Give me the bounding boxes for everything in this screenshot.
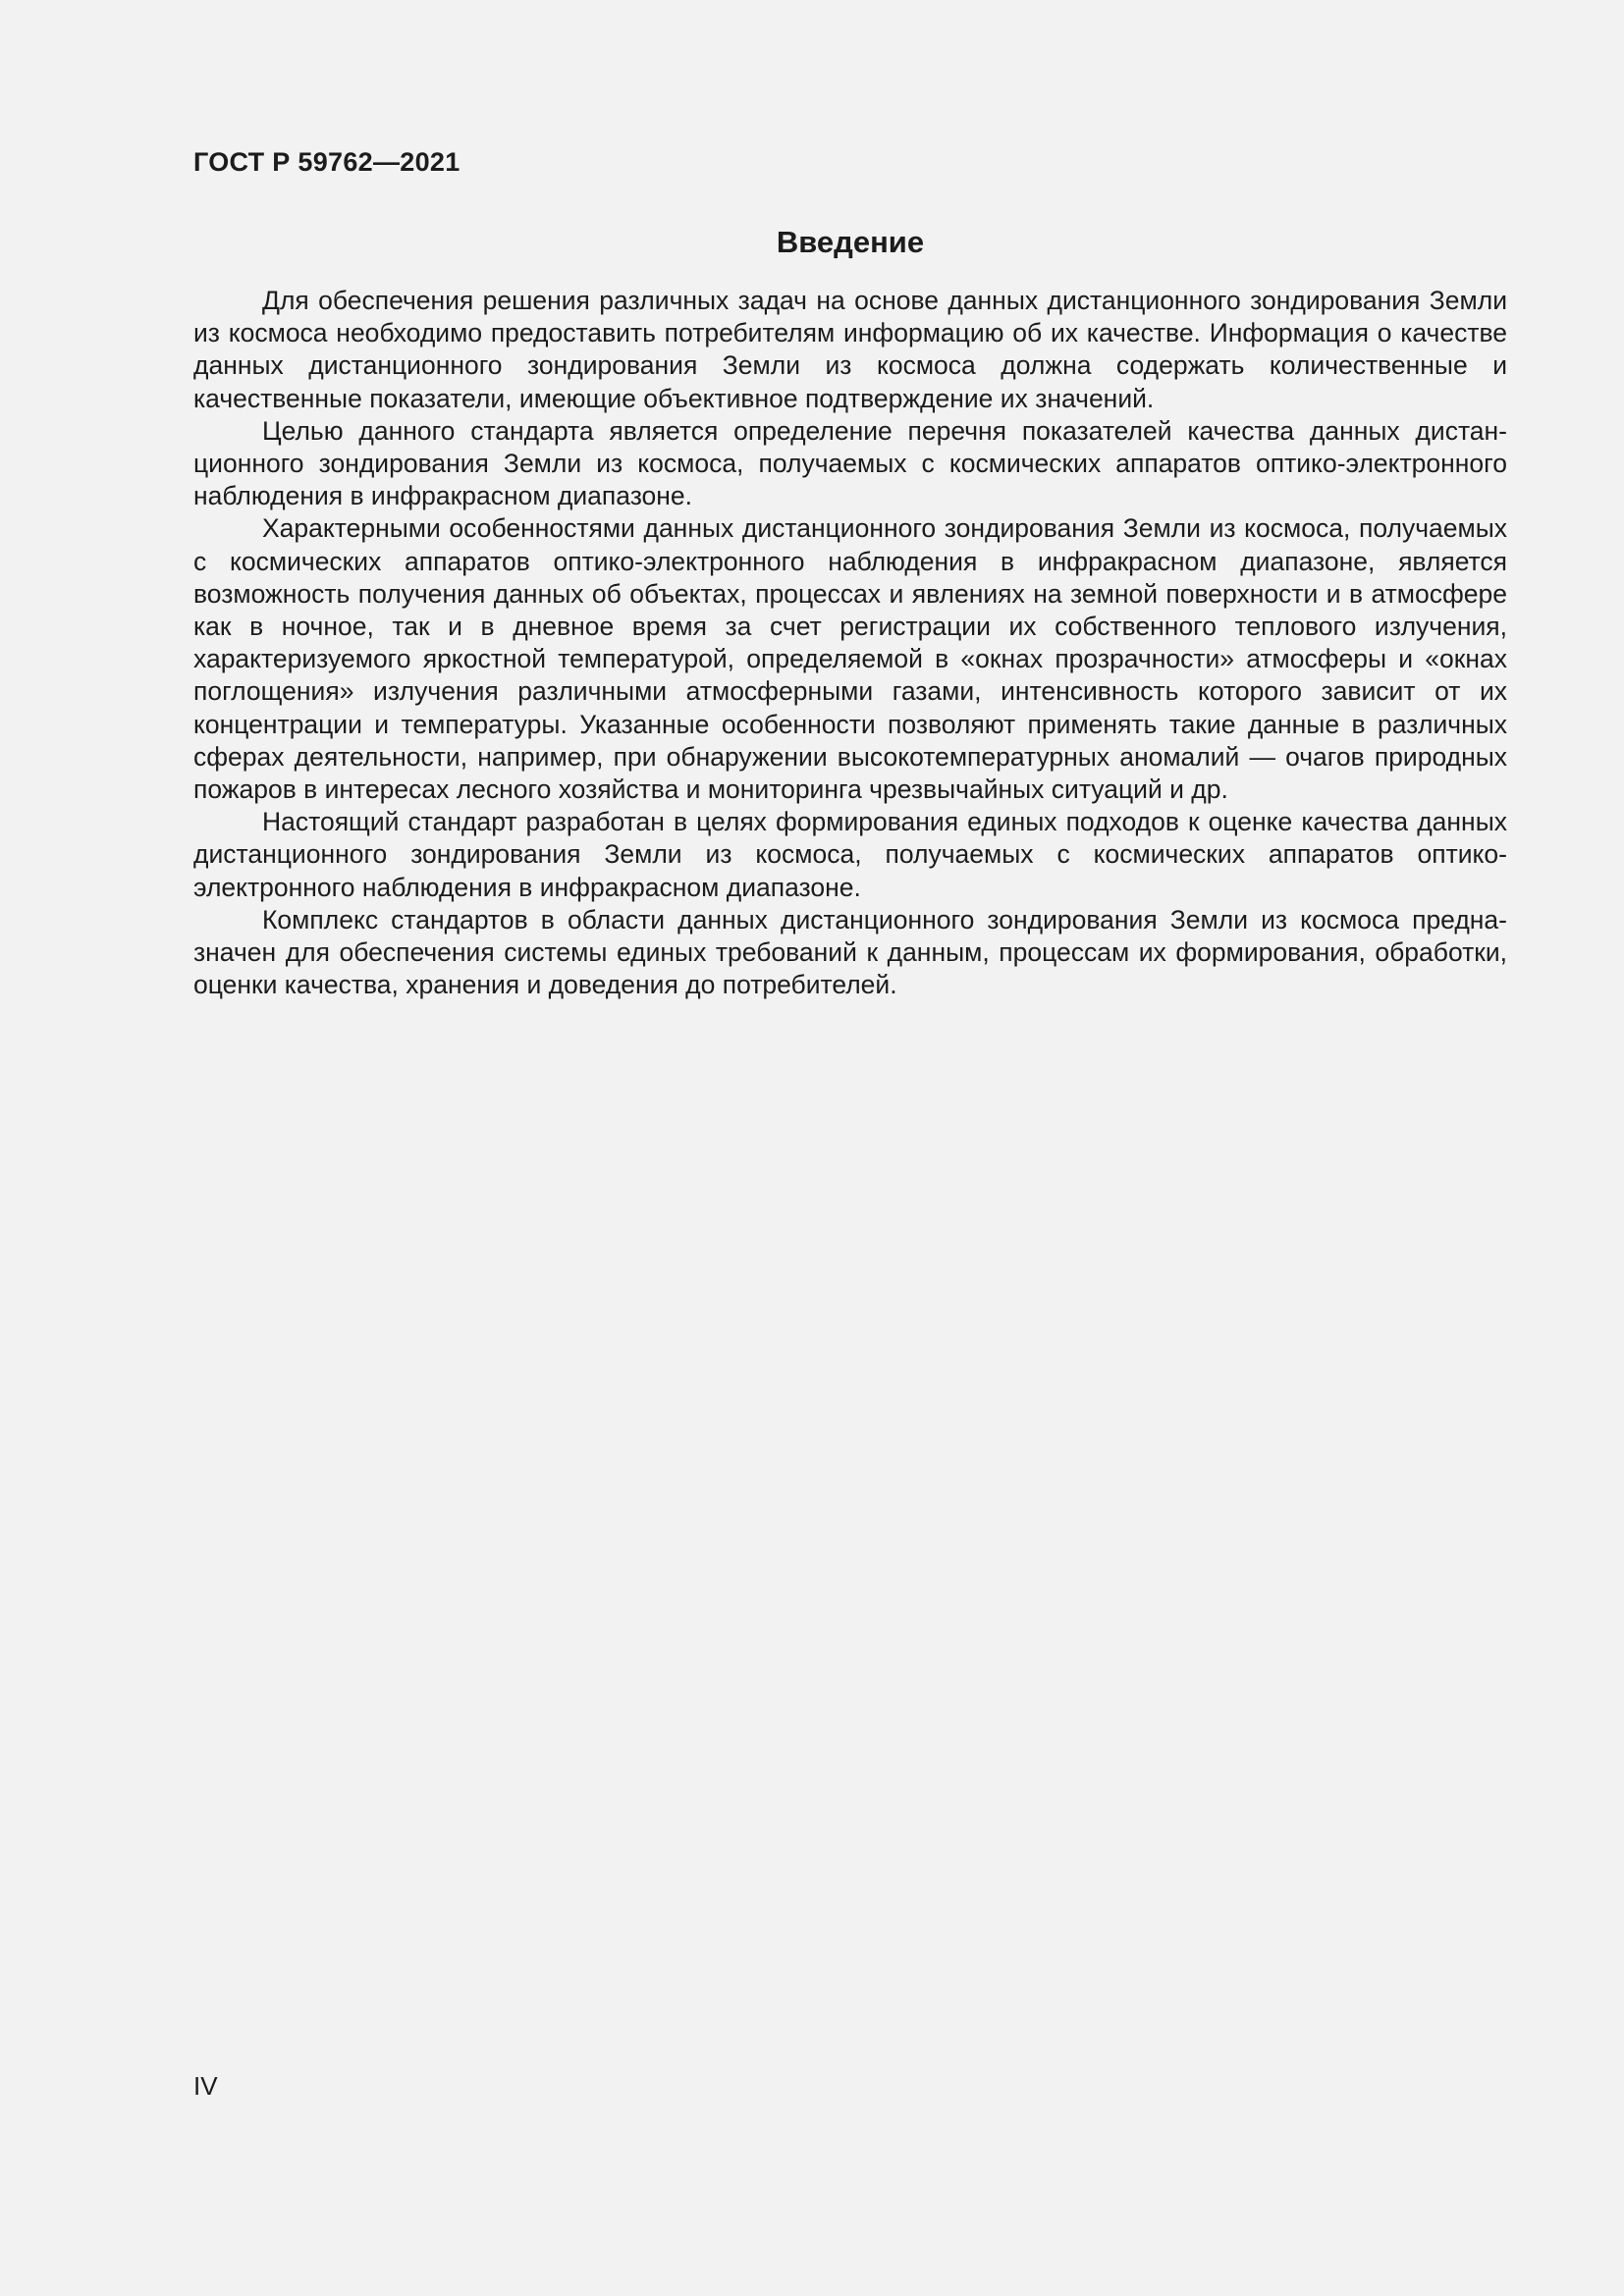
paragraph: Целью данного стандарта является определение перечня показателей качества данных дистанционного зондирования Земли из космоса, получаемых с космических аппаратов оптико-электронного наблюдения в инфракрасном диапазоне. (193, 415, 1507, 511)
paragraph: Для обеспечения решения различных задач на основе данных дистанционного зондирования Земли из космоса необходимо предоставить потребителям информацию об их качестве. Информация о качестве данных дистанционного зондирования Земли из космоса должна содержать количественные и качественные показатели, имеющие объективное подтверждение их значений. (193, 286, 1507, 413)
paragraph: Характерными особенностями данных дистанционного зондирования Земли из космоса, получаемых с космических аппаратов оптико-электронного наблюдения в инфракрасном диапазоне, является возможность получения данных об объектах, процессах и явлениях на земной поверхности и в атмосфере как в ночное, так и в дневное время за счет регистрации их собственного теплового излучения, характеризуемого яркостной температурой, определяемой в «окнах прозрачности» атмосферы и «окнах поглощения» излучения различными атмосферными газами, интенсивность которого зависит от их концентрации и температуры. Указанные особенности позволяют применять такие данные в различных сферах деятельности, например, при обнаружении высокотемпературных аномалий — очагов природных пожаров в интересах лесного хозяйства и мониторинга чрезвычайных ситуаций и др. (193, 513, 1507, 805)
paragraph: Комплекс стандартов в области данных дистанционного зондирования Земли из космоса предназначен для обеспечения системы единых требований к данным, процессам их формирования, обработки, оценки качества, хранения и доведения до потребителей. (193, 904, 1507, 1000)
page-number: IV (193, 2071, 218, 2101)
introduction-body (193, 285, 1507, 1001)
paragraph: Настоящий стандарт разработан в целях формирования единых подходов к оценке качества данных дистанционного зондирования Земли из космоса, получаемых с космических аппаратов оптико-электронного наблюдения в инфракрасном диапазоне. (193, 807, 1507, 902)
section-title: Введение (776, 225, 925, 259)
document-header: ГОСТ Р 59762—2021 (193, 147, 460, 177)
